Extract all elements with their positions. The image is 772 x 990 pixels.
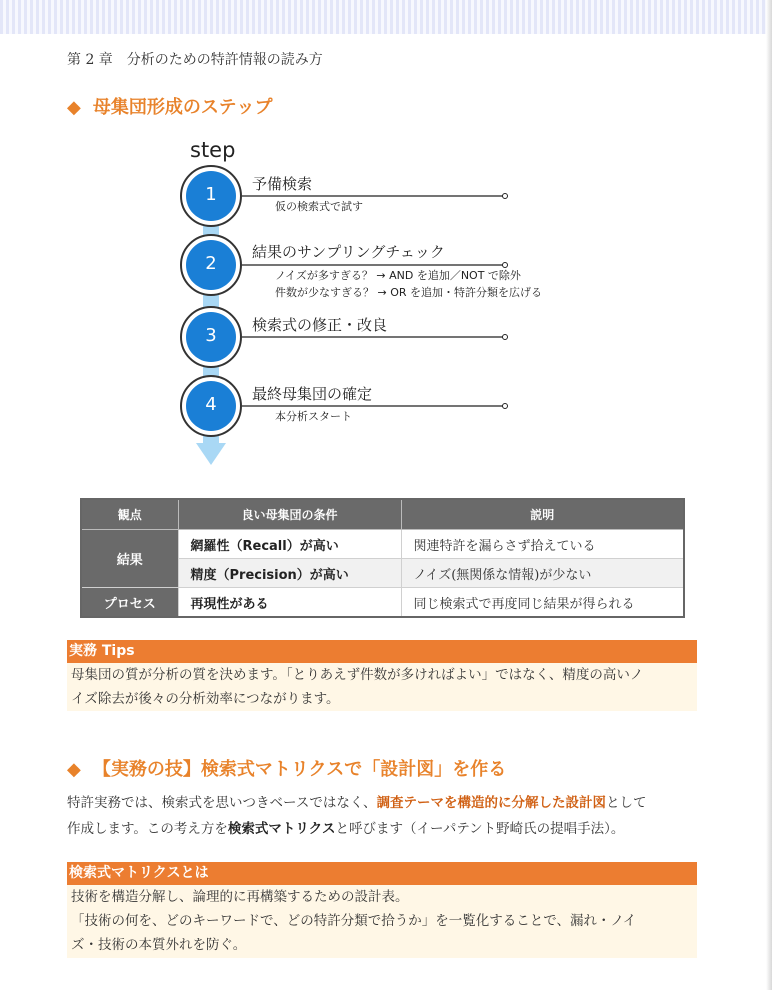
- table-row: [81, 530, 684, 559]
- text-span: と呼びます（イーパテント野崎氏の提唱手法）。: [335, 821, 625, 837]
- description-cell: 関連特許を漏らさず拾えている: [401, 530, 684, 559]
- step-number-3: 3: [205, 325, 217, 346]
- section-heading-search-matrix: [67, 755, 506, 781]
- matrix-line: ズ・技術の本質外れを防ぐ。: [71, 937, 247, 953]
- highlighted-phrase: 調査テーマを構造的に分解した設計図: [376, 795, 607, 811]
- section-heading-text: 母集団形成のステップ: [92, 97, 273, 118]
- table-row: [81, 588, 684, 618]
- step-label: step: [190, 138, 236, 162]
- aspect-cell: 結果: [81, 530, 178, 588]
- bold-term: 検索式マトリクス: [227, 821, 336, 837]
- description-cell: 同じ検索式で再度同じ結果が得られる: [401, 588, 684, 618]
- body-paragraph: [67, 790, 707, 842]
- section-heading-population-steps: [67, 93, 272, 119]
- step-desc-2-line-2: 件数が少なすぎる？ → OR を追加・特許分類を広げる: [275, 286, 543, 299]
- text-span: 特許実務では、検索式を思いつきベースではなく、: [67, 795, 377, 811]
- step-desc-1-line-1: 仮の検索式で試す: [275, 200, 363, 213]
- matrix-line: 技術を構造分解し、論理的に再構築するための設計表。: [71, 889, 409, 905]
- diamond-icon: ◆: [67, 759, 81, 780]
- matrix-line: 「技術の何を、どのキーワードで、どの特許分類で拾うか」を一覧化することで、漏れ・ノイ: [71, 913, 637, 929]
- paragraph-line: [67, 790, 707, 816]
- aspect-cell: プロセス: [81, 588, 178, 618]
- section-heading-text: 【実務の技】検索式マトリクスで「設計図」を作る: [92, 759, 507, 780]
- diamond-icon: ◆: [67, 97, 81, 118]
- step-desc-4-line-1: 本分析スタート: [275, 410, 352, 423]
- matrix-box-body: [67, 885, 697, 958]
- table-header-row: [81, 499, 684, 530]
- condition-cell: 精度（Precision）が高い: [178, 559, 401, 588]
- tips-line: イズ除去が後々の分析効率につながります。: [71, 691, 340, 707]
- step-number-4: 4: [205, 394, 217, 415]
- condition-cell: 網羅性（Recall）が高い: [178, 530, 401, 559]
- tips-box-heading: 実務 Tips: [67, 640, 697, 663]
- description-cell: ノイズ(無関係な情報)が少ない: [401, 559, 684, 588]
- matrix-box-heading: 検索式マトリクスとは: [67, 862, 697, 885]
- step-title-3: 検索式の修正・改良: [252, 316, 388, 334]
- table-header-cell: 良い母集団の条件: [178, 499, 401, 530]
- tips-box-body: [67, 663, 697, 711]
- chapter-header: 第 2 章 分析のための特許情報の読み方: [67, 52, 323, 68]
- text-span: 作成します。この考え方を: [67, 821, 228, 837]
- step-number-2: 2: [205, 253, 217, 274]
- paragraph-line: [67, 816, 707, 842]
- condition-cell: 再現性がある: [178, 588, 401, 618]
- text-span: として: [606, 795, 647, 811]
- top-decorative-band: [0, 0, 772, 34]
- arrow-down-icon: [196, 443, 226, 465]
- population-criteria-table: [80, 498, 685, 618]
- step-number-1: 1: [205, 184, 217, 205]
- page-edge-shadow: [766, 0, 772, 990]
- table-header-cell: 観点: [81, 499, 178, 530]
- tips-line: 母集団の質が分析の質を決めます。「とりあえず件数が多ければよい」ではなく、精度の高いノ: [71, 667, 644, 683]
- step-title-1: 予備検索: [252, 175, 313, 193]
- step-desc-2-line-1: ノイズが多すぎる？ → AND を追加／NOT で除外: [275, 269, 521, 282]
- step-title-4: 最終母集団の確定: [252, 385, 373, 403]
- step-title-2: 結果のサンプリングチェック: [252, 243, 445, 261]
- table-header-cell: 説明: [401, 499, 684, 530]
